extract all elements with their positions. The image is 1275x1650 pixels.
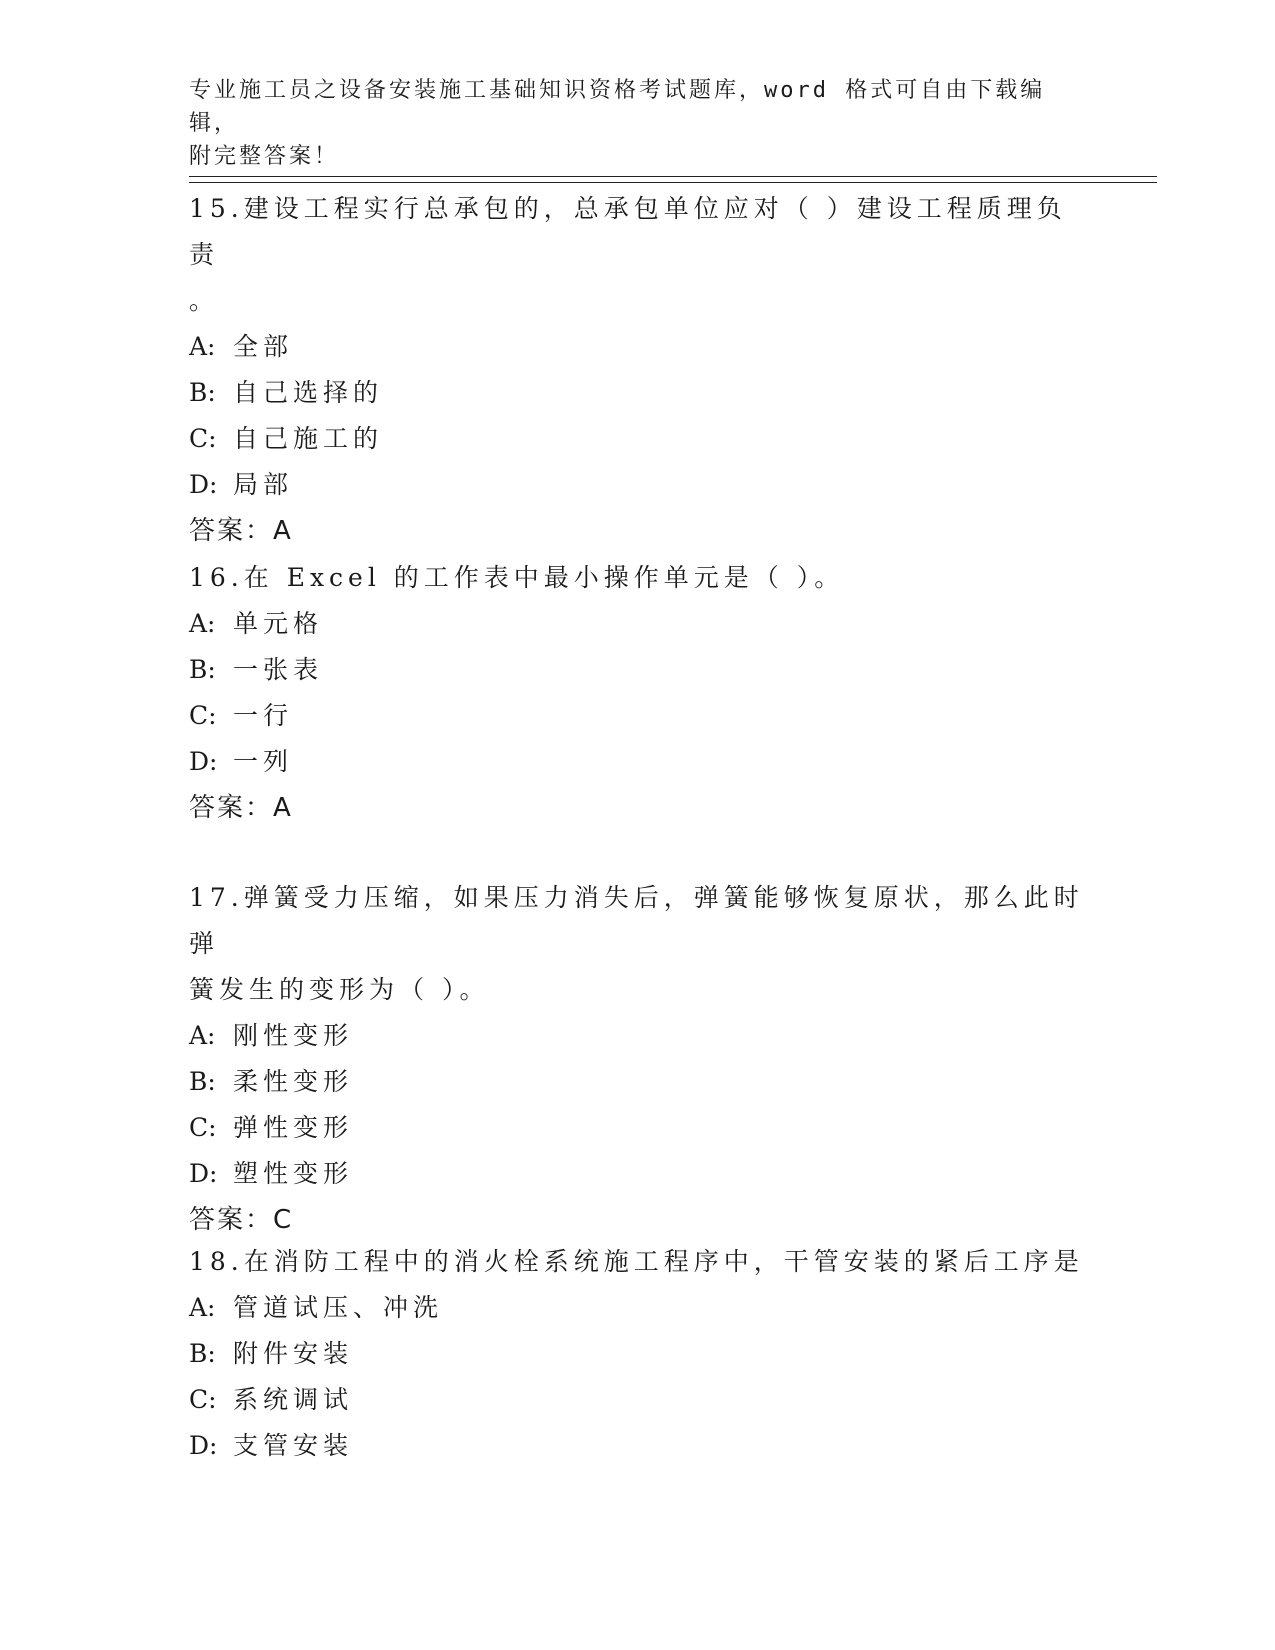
option-d [189, 1423, 1089, 1469]
option-d [189, 462, 1089, 508]
header-line-2: 附完整答案！ [189, 144, 340, 169]
option-key: B: [189, 655, 216, 684]
option-text: 单元格 [233, 609, 324, 638]
option-a [189, 1285, 1089, 1331]
option-b [189, 370, 1089, 416]
option-key: C: [189, 424, 217, 453]
option-c [189, 1105, 1089, 1151]
option-c [189, 693, 1089, 739]
question-stem: 17.弹簧受力压缩，如果压力消失后，弹簧能够恢复原状，那么此时弹 [189, 883, 1084, 958]
question-15 [189, 186, 1089, 554]
option-text: 支管安装 [233, 1431, 354, 1460]
header-divider-bottom [189, 182, 1157, 183]
option-text: 柔性变形 [233, 1067, 354, 1096]
option-key: B: [189, 1067, 216, 1096]
option-key: B: [189, 1339, 216, 1368]
question-stem: 16.在 Excel 的工作表中最小操作单元是（ ）。 [189, 563, 845, 592]
option-text: 全部 [233, 332, 294, 361]
question-stem-continuation: 簧发生的变形为（ ）。 [189, 975, 490, 1004]
question-stem: 18.在消防工程中的消火栓系统施工程序中，干管安装的紧后工序是 [189, 1247, 1084, 1276]
option-a [189, 324, 1089, 370]
question-16 [189, 555, 1089, 831]
option-b [189, 1331, 1089, 1377]
option-text: 塑性变形 [233, 1159, 354, 1188]
option-b [189, 1059, 1089, 1105]
option-c [189, 416, 1089, 462]
header-divider-top [189, 176, 1157, 177]
document-header [189, 74, 1089, 173]
option-text: 自己选择的 [233, 378, 384, 407]
option-text: 系统调试 [233, 1385, 354, 1414]
option-text: 附件安装 [233, 1339, 354, 1368]
option-key: D: [189, 747, 218, 776]
option-key: D: [189, 1431, 218, 1460]
option-text: 一列 [233, 747, 294, 776]
answer-line: 答案：A [189, 516, 293, 546]
header-line-1: 专业施工员之设备安装施工基础知识资格考试题库，word 格式可自由下载编辑， [189, 78, 1046, 136]
option-text: 一张表 [233, 655, 324, 684]
option-key: C: [189, 701, 217, 730]
option-a [189, 601, 1089, 647]
option-a [189, 1013, 1089, 1059]
option-key: D: [189, 470, 218, 499]
option-text: 自己施工的 [233, 424, 384, 453]
question-17 [189, 875, 1089, 1243]
option-key: C: [189, 1385, 217, 1414]
option-d [189, 1151, 1089, 1197]
option-c [189, 1377, 1089, 1423]
option-text: 弹性变形 [233, 1113, 354, 1142]
question-stem: 15.建设工程实行总承包的，总承包单位应对（ ）建设工程质理负责 [189, 194, 1067, 269]
option-b [189, 647, 1089, 693]
option-key: B: [189, 378, 216, 407]
option-key: D: [189, 1159, 218, 1188]
option-text: 刚性变形 [233, 1021, 354, 1050]
option-text: 管道试压、冲洗 [233, 1293, 444, 1322]
option-key: A: [189, 1021, 216, 1050]
answer-line: 答案：A [189, 793, 293, 823]
option-d [189, 739, 1089, 785]
option-key: A: [189, 1293, 216, 1322]
option-key: A: [189, 609, 216, 638]
question-18 [189, 1239, 1089, 1469]
option-text: 一行 [233, 701, 294, 730]
option-text: 局部 [233, 470, 294, 499]
answer-line: 答案：C [189, 1205, 294, 1235]
option-key: C: [189, 1113, 217, 1142]
question-stem-continuation: 。 [189, 286, 220, 315]
option-key: A: [189, 332, 216, 361]
